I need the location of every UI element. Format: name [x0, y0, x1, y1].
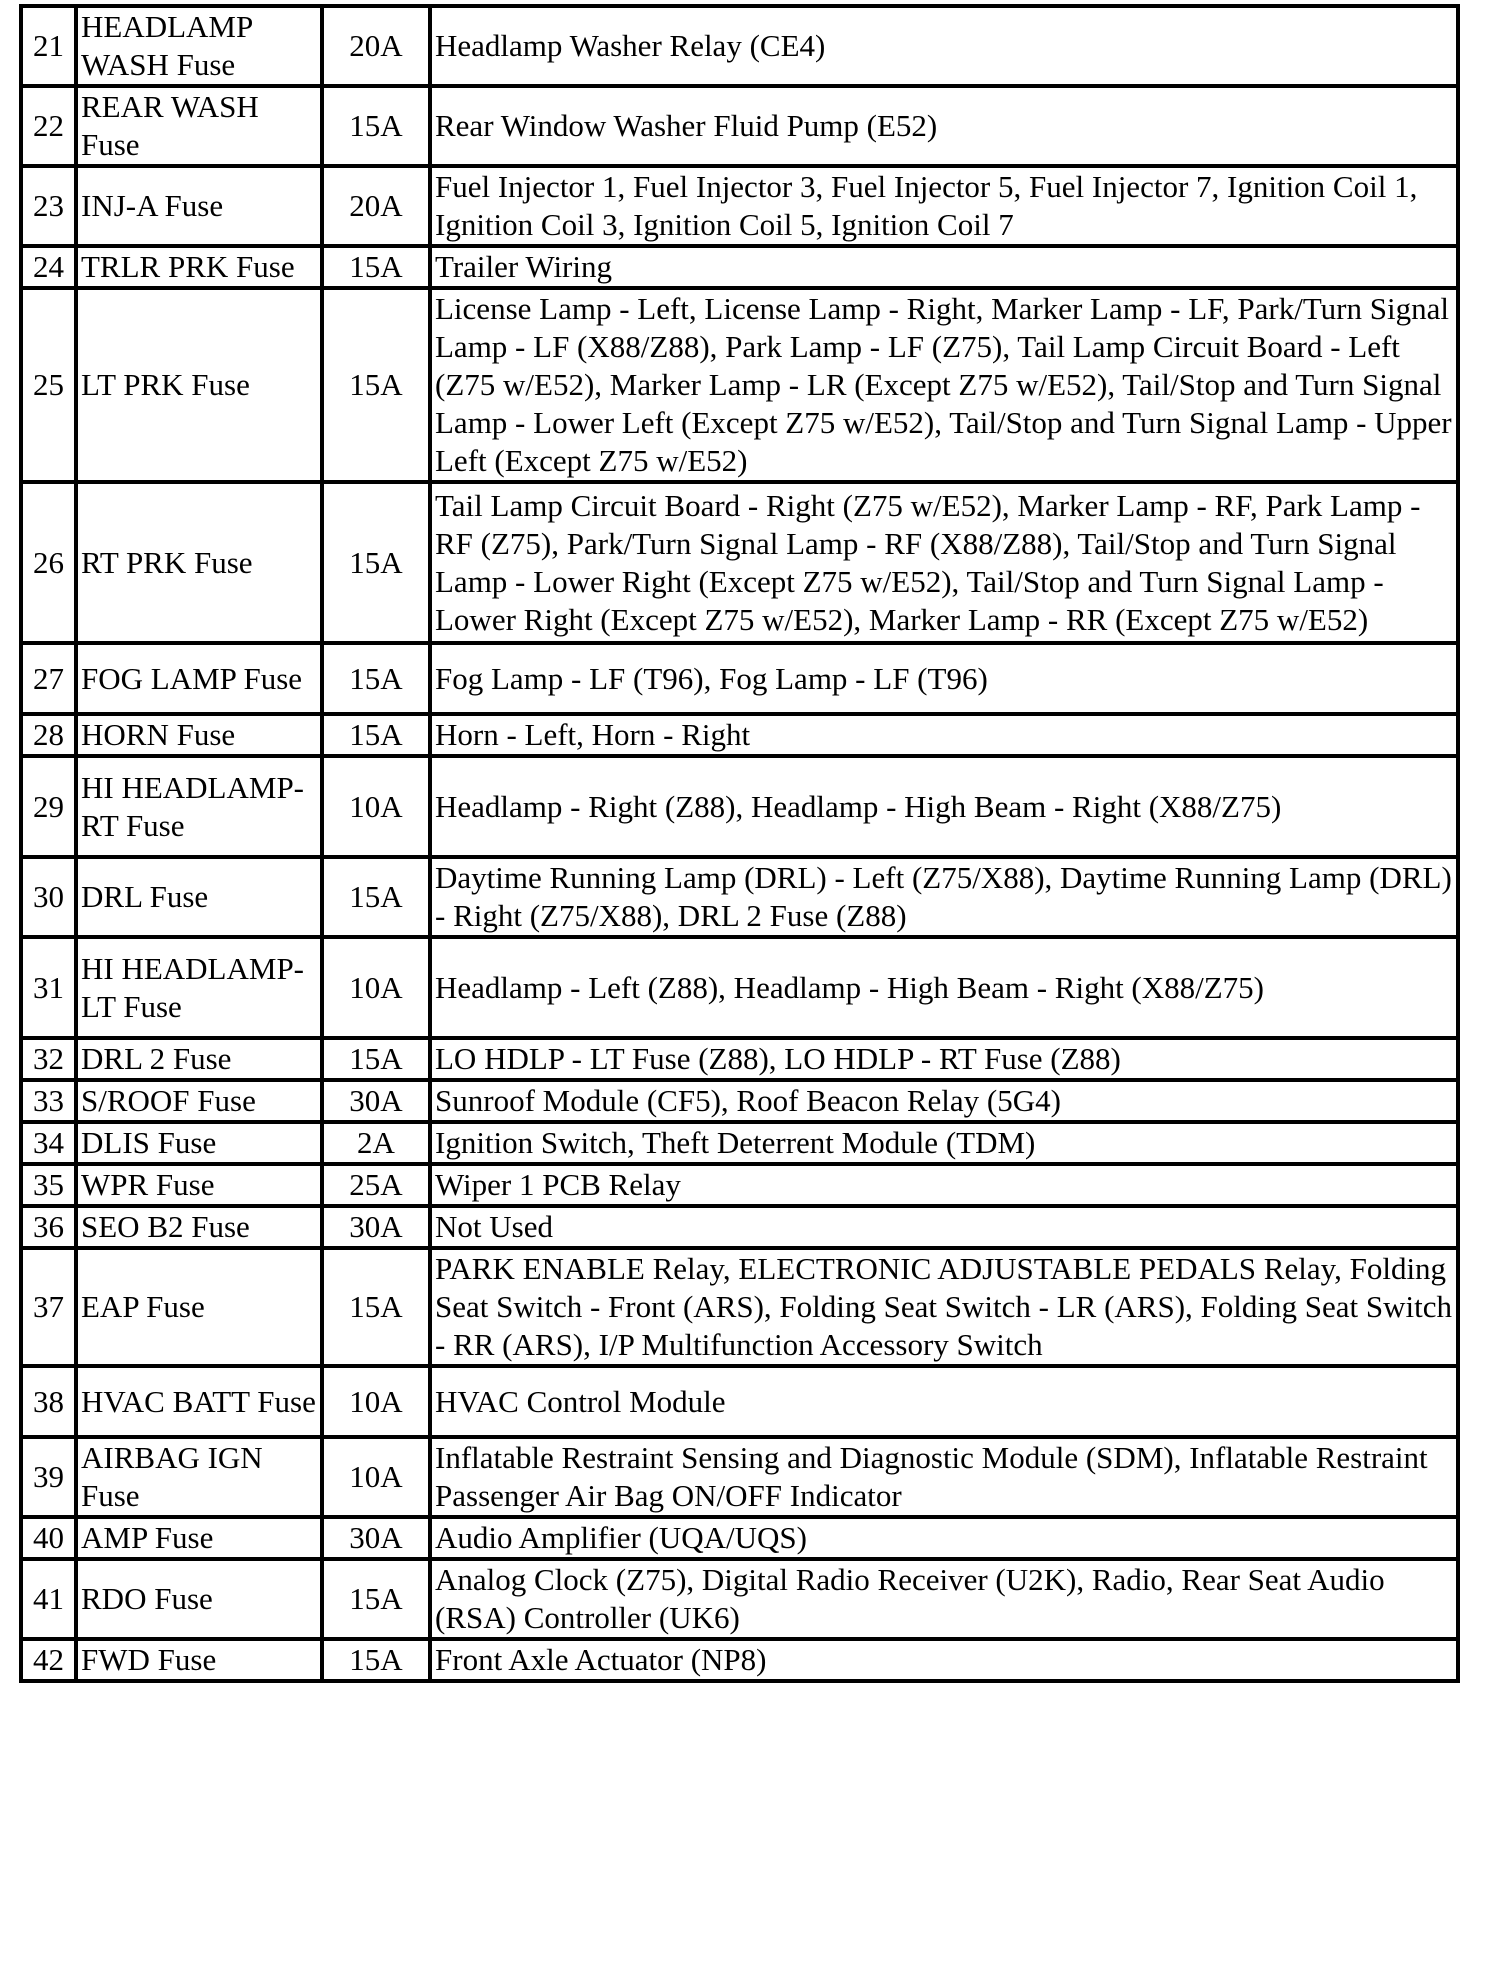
fuse-number-cell: 31 [21, 937, 76, 1038]
fuse-table [19, 4, 1460, 1683]
fuse-amperage-cell: 15A [322, 86, 430, 166]
fuse-amperage-cell: 10A [322, 1366, 430, 1437]
fuse-name-cell: HI HEADLAMP-RT Fuse [76, 756, 322, 857]
fuse-name-cell: FOG LAMP Fuse [76, 643, 322, 714]
fuse-name-cell: WPR Fuse [76, 1164, 322, 1206]
fuse-number-cell: 39 [21, 1437, 76, 1517]
fuse-number-cell: 33 [21, 1080, 76, 1122]
fuse-name-cell: EAP Fuse [76, 1248, 322, 1366]
fuse-number-cell: 28 [21, 714, 76, 756]
fuse-name-cell: FWD Fuse [76, 1639, 322, 1681]
fuse-name-cell: HVAC BATT Fuse [76, 1366, 322, 1437]
fuse-name-cell: TRLR PRK Fuse [76, 246, 322, 288]
fuse-number-cell: 27 [21, 643, 76, 714]
fuse-description-cell: Headlamp - Left (Z88), Headlamp - High Beam - Right (X88/Z75) [430, 937, 1458, 1038]
fuse-name-cell: AMP Fuse [76, 1517, 322, 1559]
table-row [21, 937, 1458, 1038]
fuse-description-cell: Trailer Wiring [430, 246, 1458, 288]
fuse-description-cell: Audio Amplifier (UQA/UQS) [430, 1517, 1458, 1559]
fuse-amperage-cell: 15A [322, 1248, 430, 1366]
fuse-number-cell: 29 [21, 756, 76, 857]
table-row [21, 1164, 1458, 1206]
fuse-name-cell: DRL Fuse [76, 857, 322, 937]
fuse-description-cell: HVAC Control Module [430, 1366, 1458, 1437]
table-row [21, 482, 1458, 643]
table-row [21, 86, 1458, 166]
table-row [21, 6, 1458, 86]
fuse-description-cell: Rear Window Washer Fluid Pump (E52) [430, 86, 1458, 166]
fuse-description-cell: Sunroof Module (CF5), Roof Beacon Relay (5G4) [430, 1080, 1458, 1122]
fuse-description-cell: Fuel Injector 1, Fuel Injector 3, Fuel Injector 5, Fuel Injector 7, Ignition Coil 1, Ignition Coil 3, Ignition Coil 5, Ignition Coil 7 [430, 166, 1458, 246]
fuse-description-cell: Fog Lamp - LF (T96), Fog Lamp - LF (T96) [430, 643, 1458, 714]
fuse-description-cell: Daytime Running Lamp (DRL) - Left (Z75/X88), Daytime Running Lamp (DRL) - Right (Z75/X88), DRL 2 Fuse (Z88) [430, 857, 1458, 937]
fuse-name-cell: SEO B2 Fuse [76, 1206, 322, 1248]
table-row [21, 1517, 1458, 1559]
fuse-number-cell: 22 [21, 86, 76, 166]
table-row [21, 288, 1458, 482]
fuse-description-cell: Ignition Switch, Theft Deterrent Module (TDM) [430, 1122, 1458, 1164]
fuse-number-cell: 35 [21, 1164, 76, 1206]
table-row [21, 1206, 1458, 1248]
fuse-description-cell: Not Used [430, 1206, 1458, 1248]
fuse-amperage-cell: 10A [322, 937, 430, 1038]
fuse-amperage-cell: 20A [322, 6, 430, 86]
fuse-number-cell: 23 [21, 166, 76, 246]
fuse-name-cell: RT PRK Fuse [76, 482, 322, 643]
fuse-number-cell: 37 [21, 1248, 76, 1366]
fuse-description-cell: Headlamp Washer Relay (CE4) [430, 6, 1458, 86]
table-row [21, 1366, 1458, 1437]
fuse-description-cell: PARK ENABLE Relay, ELECTRONIC ADJUSTABLE PEDALS Relay, Folding Seat Switch - Front (ARS), Folding Seat Switch - LR (ARS), Folding Seat Switch - RR (ARS), I/P Multifunction Accessory Switch [430, 1248, 1458, 1366]
fuse-name-cell: HEADLAMP WASH Fuse [76, 6, 322, 86]
fuse-amperage-cell: 25A [322, 1164, 430, 1206]
fuse-name-cell: DRL 2 Fuse [76, 1038, 322, 1080]
fuse-number-cell: 30 [21, 857, 76, 937]
fuse-description-cell: Tail Lamp Circuit Board - Right (Z75 w/E52), Marker Lamp - RF, Park Lamp - RF (Z75), Park/Turn Signal Lamp - RF (X88/Z88), Tail/Stop and Turn Signal Lamp - Lower Right (Except Z75 w/E52), Tail/Stop and Turn Signal Lamp - Lower Right (Except Z75 w/E52), Marker Lamp - RR (Except Z75 w/E52) [430, 482, 1458, 643]
fuse-amperage-cell: 15A [322, 643, 430, 714]
fuse-description-cell: Analog Clock (Z75), Digital Radio Receiver (U2K), Radio, Rear Seat Audio (RSA) Controller (UK6) [430, 1559, 1458, 1639]
fuse-number-cell: 42 [21, 1639, 76, 1681]
fuse-name-cell: AIRBAG IGN Fuse [76, 1437, 322, 1517]
fuse-amperage-cell: 10A [322, 756, 430, 857]
fuse-number-cell: 24 [21, 246, 76, 288]
fuse-amperage-cell: 15A [322, 1639, 430, 1681]
fuse-description-cell: LO HDLP - LT Fuse (Z88), LO HDLP - RT Fuse (Z88) [430, 1038, 1458, 1080]
fuse-amperage-cell: 20A [322, 166, 430, 246]
fuse-amperage-cell: 30A [322, 1206, 430, 1248]
fuse-amperage-cell: 15A [322, 288, 430, 482]
fuse-amperage-cell: 15A [322, 246, 430, 288]
fuse-name-cell: HORN Fuse [76, 714, 322, 756]
table-row [21, 756, 1458, 857]
fuse-number-cell: 40 [21, 1517, 76, 1559]
table-row [21, 643, 1458, 714]
fuse-amperage-cell: 2A [322, 1122, 430, 1164]
fuse-name-cell: INJ-A Fuse [76, 166, 322, 246]
fuse-description-cell: Inflatable Restraint Sensing and Diagnostic Module (SDM), Inflatable Restraint Passenger Air Bag ON/OFF Indicator [430, 1437, 1458, 1517]
fuse-name-cell: LT PRK Fuse [76, 288, 322, 482]
fuse-number-cell: 32 [21, 1038, 76, 1080]
table-row [21, 166, 1458, 246]
fuse-number-cell: 21 [21, 6, 76, 86]
table-row [21, 857, 1458, 937]
table-row [21, 714, 1458, 756]
fuse-description-cell: License Lamp - Left, License Lamp - Right, Marker Lamp - LF, Park/Turn Signal Lamp - LF (X88/Z88), Park Lamp - LF (Z75), Tail Lamp Circuit Board - Left (Z75 w/E52), Marker Lamp - LR (Except Z75 w/E52), Tail/Stop and Turn Signal Lamp - Lower Left (Except Z75 w/E52), Tail/Stop and Turn Signal Lamp - Upper Left (Except Z75 w/E52) [430, 288, 1458, 482]
fuse-description-cell: Wiper 1 PCB Relay [430, 1164, 1458, 1206]
fuse-name-cell: S/ROOF Fuse [76, 1080, 322, 1122]
fuse-amperage-cell: 30A [322, 1080, 430, 1122]
fuse-number-cell: 38 [21, 1366, 76, 1437]
fuse-amperage-cell: 15A [322, 1038, 430, 1080]
fuse-table-body [21, 6, 1458, 1681]
table-row [21, 1639, 1458, 1681]
table-row [21, 1080, 1458, 1122]
table-row [21, 1559, 1458, 1639]
fuse-description-cell: Horn - Left, Horn - Right [430, 714, 1458, 756]
fuse-number-cell: 36 [21, 1206, 76, 1248]
fuse-name-cell: DLIS Fuse [76, 1122, 322, 1164]
fuse-name-cell: REAR WASH Fuse [76, 86, 322, 166]
fuse-number-cell: 25 [21, 288, 76, 482]
fuse-number-cell: 26 [21, 482, 76, 643]
table-row [21, 1248, 1458, 1366]
fuse-name-cell: HI HEADLAMP-LT Fuse [76, 937, 322, 1038]
fuse-amperage-cell: 15A [322, 714, 430, 756]
fuse-amperage-cell: 15A [322, 1559, 430, 1639]
fuse-name-cell: RDO Fuse [76, 1559, 322, 1639]
table-row [21, 246, 1458, 288]
table-row [21, 1122, 1458, 1164]
fuse-amperage-cell: 15A [322, 482, 430, 643]
fuse-description-cell: Headlamp - Right (Z88), Headlamp - High Beam - Right (X88/Z75) [430, 756, 1458, 857]
fuse-number-cell: 34 [21, 1122, 76, 1164]
fuse-number-cell: 41 [21, 1559, 76, 1639]
fuse-amperage-cell: 15A [322, 857, 430, 937]
table-row [21, 1038, 1458, 1080]
fuse-amperage-cell: 10A [322, 1437, 430, 1517]
fuse-amperage-cell: 30A [322, 1517, 430, 1559]
table-row [21, 1437, 1458, 1517]
fuse-description-cell: Front Axle Actuator (NP8) [430, 1639, 1458, 1681]
